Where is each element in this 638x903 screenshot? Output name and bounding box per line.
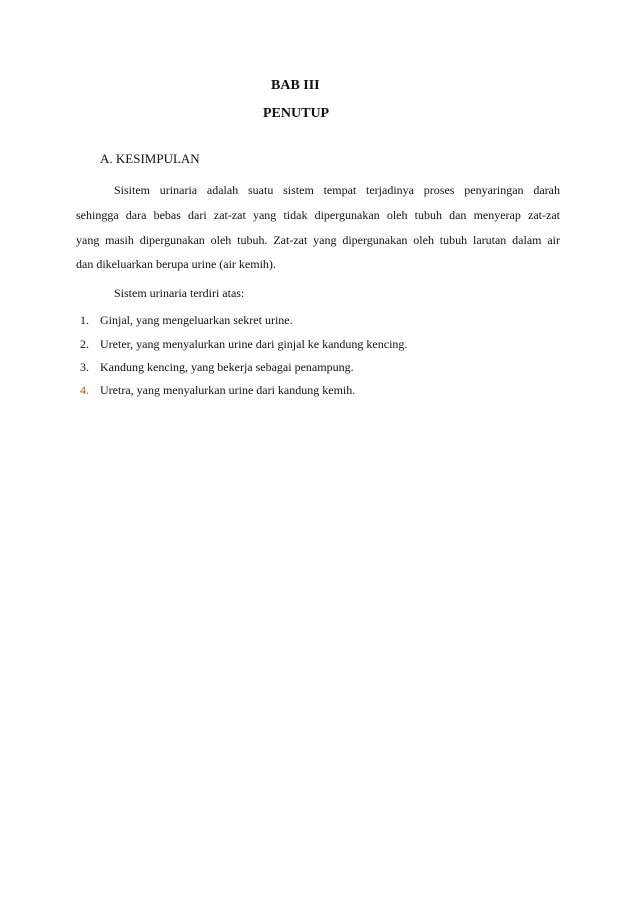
list-item [80,313,293,328]
section-heading: A. KESIMPULAN [100,151,200,166]
paragraph-line: sehingga dara bebas dari zat-zat yang tidak dipergunakan oleh tubuh dan menyerap zat-zat [76,208,560,222]
list-item-text: Ureter, yang menyalurkan urine dari ginjal ke kandung kencing. [100,337,408,351]
paragraph-line: Sisitem urinaria adalah suatu sistem tempat terjadinya proses penyaringan darah [114,183,560,197]
list-item [80,383,355,398]
list-item-text: Ginjal, yang mengeluarkan sekret urine. [100,313,293,327]
paragraph-line: yang masih dipergunakan oleh tubuh. Zat-zat yang dipergunakan oleh tubuh larutan dalam air [76,233,560,247]
list-item [80,360,354,375]
list-intro: Sistem urinaria terdiri atas: [114,286,245,300]
list-item-text: Uretra, yang menyalurkan urine dari kandung kemih. [100,383,356,397]
list-item-number: 4. [80,383,89,397]
chapter-title: PENUTUP [263,106,330,121]
list-item-number: 1. [80,313,89,327]
paragraph-line: dan dikeluarkan berupa urine (air kemih). [76,257,276,271]
list-item [80,337,407,352]
list-item-number: 2. [80,337,89,351]
list-item-text: Kandung kencing, yang bekerja sebagai penampung. [100,360,354,374]
list-item-number: 3. [80,360,89,374]
chapter-number: BAB III [271,78,320,93]
